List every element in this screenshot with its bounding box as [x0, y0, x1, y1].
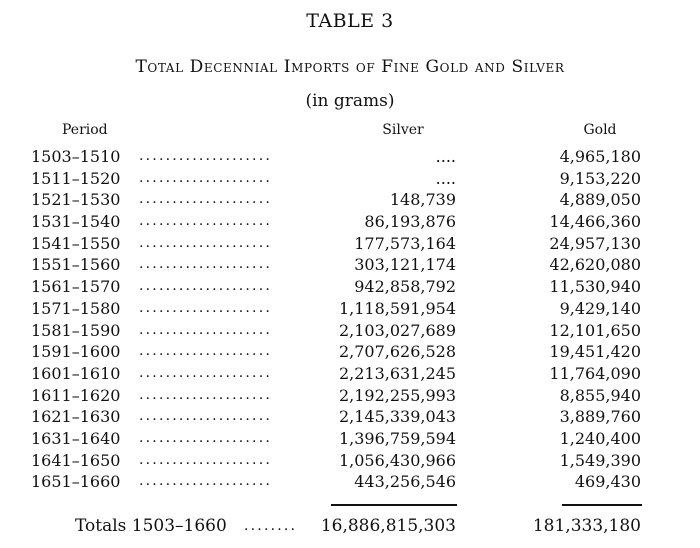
cell-silver: 86,193,876 [364, 212, 456, 232]
cell-silver: 1,118,591,954 [338, 298, 456, 318]
table-row [0, 254, 700, 276]
cell-gold: 42,620,080 [549, 255, 641, 275]
cell-leader-dots: .................... [139, 473, 273, 490]
cell-silver: 2,145,339,043 [338, 407, 456, 427]
cell-leader-dots: .................... [139, 213, 273, 230]
cell-silver: 2,213,631,245 [338, 363, 456, 383]
cell-leader-dots: .................... [139, 343, 273, 360]
cell-gold: 11,764,090 [549, 363, 641, 383]
cell-leader-dots: .................... [139, 278, 273, 295]
cell-period: 1651–1660 [31, 472, 121, 492]
cell-period: 1601–1610 [31, 363, 121, 383]
totals-label: Totals 1503–1660 [75, 516, 227, 536]
cell-silver: 177,573,164 [354, 233, 456, 253]
table-title: Total Decennial Imports of Fine Gold and Silver [135, 57, 565, 77]
cell-period: 1611–1620 [31, 385, 121, 405]
cell-gold: 4,965,180 [559, 147, 641, 166]
cell-period: 1503–1510 [31, 147, 121, 166]
table-row [0, 168, 700, 190]
totals-gold: 181,333,180 [532, 516, 641, 536]
cell-silver: 303,121,174 [354, 255, 456, 275]
header-period: Period [62, 122, 108, 138]
table-row [0, 385, 700, 407]
cell-leader-dots: .................... [139, 191, 273, 208]
table-row [0, 341, 700, 363]
cell-silver: 148,739 [389, 190, 456, 210]
cell-silver: 942,858,792 [354, 277, 456, 297]
cell-leader-dots: .................... [139, 429, 273, 446]
table-row [0, 211, 700, 233]
table-row [0, 146, 700, 168]
cell-leader-dots: .................... [139, 451, 273, 468]
cell-gold: 469,430 [574, 472, 641, 492]
cell-leader-dots: .................... [139, 408, 273, 425]
cell-gold: 12,101,650 [549, 320, 641, 340]
cell-period: 1561–1570 [31, 277, 121, 297]
cell-silver: 1,056,430,966 [338, 450, 456, 470]
table-row [0, 363, 700, 385]
totals-silver: 16,886,815,303 [320, 516, 456, 536]
table-row [0, 471, 700, 493]
table-row [0, 276, 700, 298]
cell-silver: 2,192,255,993 [338, 385, 456, 405]
column-headers [0, 122, 700, 142]
table-label: TABLE 3 [306, 10, 394, 32]
cell-period: 1541–1550 [31, 233, 121, 253]
cell-leader-dots: .................... [139, 256, 273, 273]
cell-gold: 1,549,390 [559, 450, 641, 470]
cell-gold: 24,957,130 [549, 233, 641, 253]
cell-leader-dots: .................... [139, 364, 273, 381]
table-body [0, 146, 700, 493]
header-silver: Silver [382, 122, 424, 138]
totals-leader: ........ [244, 518, 298, 534]
cell-leader-dots: .................... [139, 148, 273, 164]
cell-gold: 9,429,140 [559, 298, 641, 318]
cell-silver: 2,103,027,689 [338, 320, 456, 340]
table-row [0, 320, 700, 342]
cell-gold: 19,451,420 [549, 342, 641, 362]
cell-leader-dots: .................... [139, 386, 273, 403]
cell-period: 1551–1560 [31, 255, 121, 275]
cell-gold: 11,530,940 [549, 277, 641, 297]
gold-total-rule [562, 504, 642, 506]
cell-period: 1621–1630 [31, 407, 121, 427]
cell-period: 1591–1600 [31, 342, 121, 362]
table-row [0, 428, 700, 450]
cell-gold: 1,240,400 [559, 428, 641, 448]
cell-period: 1531–1540 [31, 212, 121, 232]
cell-period: 1631–1640 [31, 428, 121, 448]
cell-gold: 3,889,760 [559, 407, 641, 427]
cell-silver: .... [435, 168, 456, 188]
cell-leader-dots: .................... [139, 234, 273, 251]
cell-period: 1581–1590 [31, 320, 121, 340]
cell-gold: 4,889,050 [559, 190, 641, 210]
cell-silver: 443,256,546 [354, 472, 456, 492]
header-gold: Gold [583, 122, 617, 138]
cell-gold: 14,466,360 [549, 212, 641, 232]
cell-period: 1571–1580 [31, 298, 121, 318]
cell-period: 1641–1650 [31, 450, 121, 470]
table-row [0, 233, 700, 255]
cell-silver: 1,396,759,594 [338, 428, 456, 448]
cell-period: 1521–1530 [31, 190, 121, 210]
table-unit: (in grams) [305, 91, 395, 111]
cell-period: 1511–1520 [31, 168, 121, 188]
cell-silver: 2,707,626,528 [338, 342, 456, 362]
table-row [0, 189, 700, 211]
totals-row [0, 514, 700, 538]
cell-gold: 8,855,940 [559, 385, 641, 405]
cell-leader-dots: .................... [139, 321, 273, 338]
table-row [0, 406, 700, 428]
cell-silver: .... [435, 147, 456, 166]
table-row [0, 298, 700, 320]
cell-leader-dots: .................... [139, 299, 273, 316]
cell-gold: 9,153,220 [559, 168, 641, 188]
table-row [0, 450, 700, 472]
cell-leader-dots: .................... [139, 169, 273, 186]
silver-total-rule [331, 504, 457, 506]
